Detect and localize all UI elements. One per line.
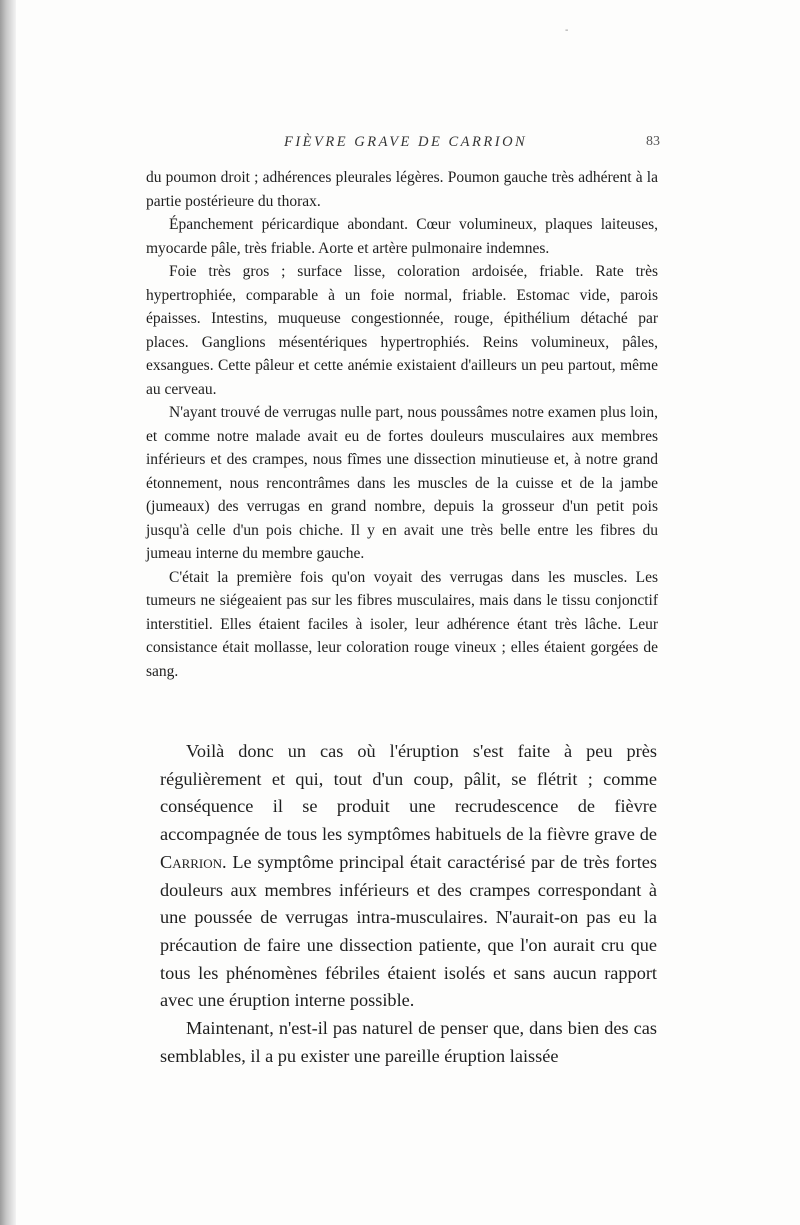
paragraph-lungs: du poumon droit ; adhérences pleurales légères. Poumon gauche très adhérent à la partie postérieure du thorax. — [146, 169, 658, 210]
page-number: 83 — [646, 134, 660, 149]
paragraph-conclusion: Maintenant, n'est-il pas naturel de penser que, dans bien des cas semblables, il a pu exister une pareille éruption laissée — [160, 1018, 657, 1066]
running-title: FIÈVRE GRAVE DE CARRION — [284, 134, 528, 150]
paragraph-commentary — [160, 738, 657, 1015]
paragraph-verrugas-found: N'ayant trouvé de verrugas nulle part, nous poussâmes notre examen plus loin, et comme notre malade avait eu de fortes douleurs musculaires aux membres inférieurs et des crampes, nous fîmes une dissection minutieuse et, à notre grand étonnement, nous rencontrâmes dans les muscles de la cuisse et de la jambe (jumeaux) des verrugas en grand nombre, depuis la grosseur d'un petit pois jusqu'à celle d'un pois chiche. Il y en avait une très belle entre les fibres du jumeau interne du membre gauche. — [146, 404, 658, 562]
paragraph-heart: Épanchement péricardique abondant. Cœur volumineux, plaques laiteuses, myocarde pâle, très friable. Aorte et artère pulmonaire indemnes. — [146, 216, 658, 257]
commentary-text-start: Voilà donc un cas où l'éruption s'est faite à peu près régulièrement et qui, tout d'un coup, pâlit, se flétrit ; comme conséquence il se produit une recrudescence de fièvre accompagnée de tous les symptômes habituels de la fièvre grave de — [160, 741, 657, 845]
author-name-carrion: Carrion — [160, 851, 223, 872]
page-edge-shadow — [0, 0, 16, 1225]
paragraph-verrugas-muscles: C'était la première fois qu'on voyait des verrugas dans les muscles. Les tumeurs ne siégeaient pas sur les fibres musculaires, mais dans le tissu conjonctif interstitiel. Elles étaient faciles à isoler, leur adhérence étant très lâche. Leur consistance était mollasse, leur coloration rouge vineux ; elles étaient gorgées de sang. — [146, 568, 658, 680]
commentary-section — [160, 738, 657, 1070]
page-header — [160, 134, 660, 158]
commentary-text-end: . Le symptôme principal était caractérisé par de très fortes douleurs aux membres inférieurs et des crampes correspondant à une poussée de verrugas intra-musculaires. N'aurait-on pas eu la précaution de faire une dissection patiente, que l'on aurait cru que tous les phénomènes fébriles étaient isolés et sans aucun rapport avec une éruption interne possible. — [160, 851, 657, 1011]
scan-mark: - — [565, 25, 569, 36]
paragraph-organs: Foie très gros ; surface lisse, coloration ardoisée, friable. Rate très hypertrophiée, comparable à un foie normal, friable. Estomac vide, parois épaisses. Intestins, muqueuse congestionnée, rouge, épithélium détaché par places. Ganglions mésentériques hypertrophiés. Reins volumineux, pâles, exsangues. Cette pâleur et cette anémie existaient d'ailleurs un peu partout, même au cerveau. — [146, 263, 658, 398]
autopsy-report-section — [146, 166, 658, 683]
